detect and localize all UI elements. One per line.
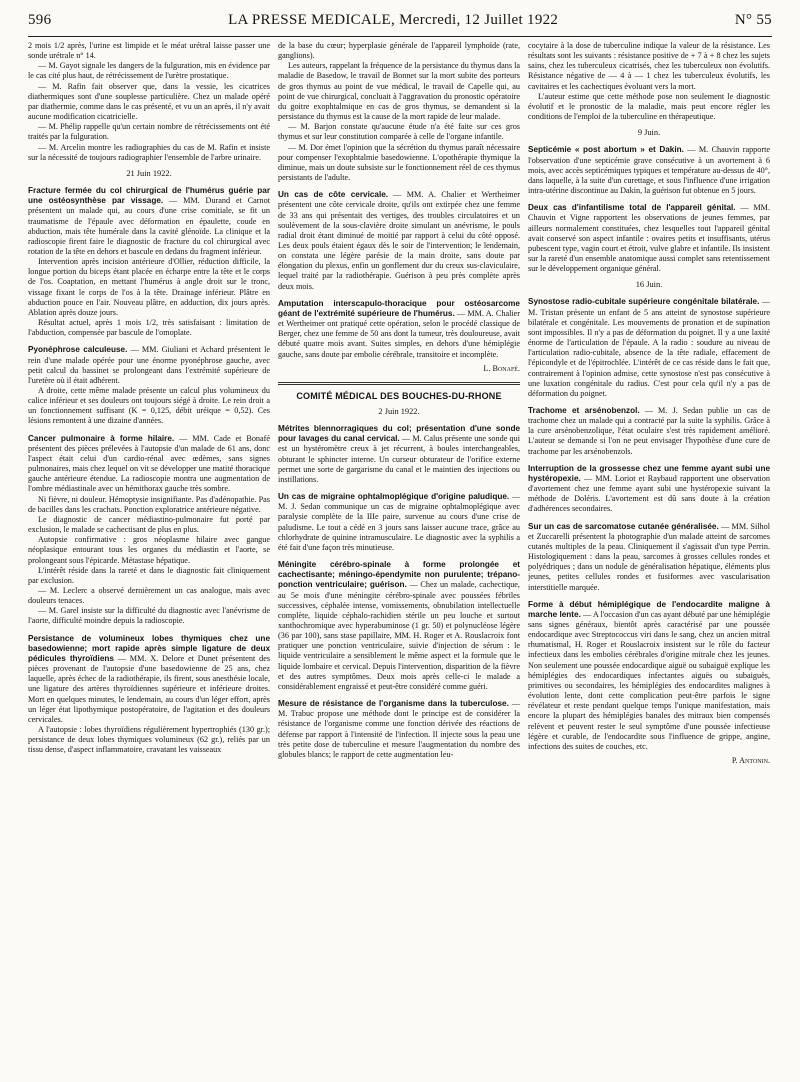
session-date: 9 Juin. xyxy=(637,128,661,138)
article-text: — MM. Cade et Bonafé présentent des pièces prélevées à l'autopsie d'un malade de 61 ans, donc l'aspect était celui d'un cardio-rénal avec œdèmes, sans signes pulmonaires, mais chez lequel on vit se développer une matité thoracique gauche antérieure étendue. La radioscopie montra une augmentation de l'ombre médiastinale avec un hémithorax gauche très sombre. xyxy=(28,433,270,494)
paragraph: A l'autopsie : lobes thyroïdiens régulièrement hypertrophiés (130 gr.); persistance de deux lobes thymiques volumineux (62 gr.), reliés par un tissu dense, d'aspect inflammatoire, cravatant les vaisseaux xyxy=(28,725,270,755)
article-text: — MM. Loriot et Raybaud rapportent une observation d'avortement chez une femme ayant subi une hystéropexie suivant la méthode de Doléris. L'avortement est dû sans doute à la création d'adhérences secondaires. xyxy=(528,473,770,514)
article-title: Méningite cérébro-spinale à forme prolongée et cachectisante; méningo-épendymite non purulente; trépano-ponction ventriculaire; guérison. xyxy=(278,560,520,590)
section-divider xyxy=(278,382,520,385)
session-date: 21 Juin 1922. xyxy=(126,168,172,178)
signature: P. Antonin. xyxy=(731,756,770,765)
article-title: Pyonéphrose calculeuse. xyxy=(28,345,128,355)
paragraph: Résultat actuel, après 1 mois 1/2, très satisfaisant : limitation de l'abduction, compensée par bascule de l'omoplate. xyxy=(28,318,270,338)
article-text: — M. J. Sedan publie un cas de trachome chez un malade qui a contracté par la suite la syphilis. Grâce à la cure arsénobenzolique, l'état oculaire s'est très rapidement amélioré. L'auteur se demande si l'on ne peut envisager l'hypothèse d'une cure de trachome par les arsénobenzols. xyxy=(528,406,770,456)
paragraph: L'intérêt réside dans la rareté et dans le diagnostic fait cliniquement par exclusion. xyxy=(28,565,270,585)
session-date: 16 Juin. xyxy=(635,280,663,290)
article-text: — A l'occasion d'un cas ayant débuté par une hémiplégie sans signes généraux, bientôt après caractérisé par une poussée endocardique avec Streptococcus viri dans le sang, chez un ancien mitral rhumatismal, H. Roger et Rouslacroix insistent sur le rôle du facteur infectieux dans les embolies cérébrales d'origine mitrale chez les jeunes. Non seulement une poussée endocardique aiguë ou subaiguë explique les hémiplégies des endocardiques infectantes aiguës ou subaiguës, primitives ou secondaires, les hémiplégies des endocardites malignes à évolution lente, dont cette complication peut-être parfois le signe révélateur et reste pendant quelque temps l'unique manifestation, mais encore la plupart des hémiplégies banales des mitraux bien compensés relèvent et peuvent rester le seul symptôme d'une poussée infectieuse légère et curable, de l'endocardite sous l'influence de grippe, angine, infections des suites de couches, etc. xyxy=(528,609,770,751)
paragraph: Autopsie confirmative : gros néoplasme hilaire avec gangue néoplasique entourant tous les organes du médiastin et l'aorte, se prolongeant sous l'épicarde. Métastase hépatique. xyxy=(28,535,270,565)
article-text: — MM. A. Chalier et Wertheimer présentent une côte cervicale droite, qu'ils ont extirpée chez une femme de 33 ans qui présentait des vertiges, des troubles circulatoires et un soulèvement de la sous-clavière droite simulant un anévrisme, le pouls radial droit étant diminué de moitié par rapport à celui du côté opposé. Les deux pouls étaient égaux dès le soir de l'intervention; le lendemain, on constata une légère parésie de la main droite, sans doute par élongation du plexus, enfin un gonflement dur du creux sus-claviculaire, lequel traité par la radiothérapie. Guérison à peu près complète après deux mois. xyxy=(278,190,520,291)
paragraph: — M. Dor émet l'opinion que la sécrétion du thymus paraît nécessaire pour compenser l'exophtalmie basedowienne. L'opothérapie thymique la diminue, mais un doute subsiste sur le fonctionnement réel de ces thymus persistants de l'adulte. xyxy=(278,142,520,183)
article-title: Sur un cas de sarcomatose cutanée généralisée. xyxy=(528,521,719,531)
article xyxy=(28,345,270,426)
paragraph: A droite, cette même malade présente un calcul plus volumineux du calice inférieur et ses douleurs ont toujours siégé à droite. Le rein droit a un fonctionnement suffisant (K = 0,125, débit uréique = 0,52). Ces lésions remontent à une dizaine d'années. xyxy=(28,386,270,426)
paragraph: — M. Garel insiste sur la difficulté du diagnostic avec l'anévrisme de l'aorte, difficulté moindre depuis la radioscopie. xyxy=(28,606,270,626)
article-title: Amputation interscapulo-thoracique pour ostéosarcome géant de l'extrémité supérieure de l'humérus. xyxy=(278,298,520,318)
paragraph: — M. Gayot signale les dangers de la fulguration, mis en évidence par le cas cité plus haut, de rétrécissement de l'urètre prostatique. xyxy=(28,61,270,81)
article xyxy=(28,634,270,756)
column-3 xyxy=(528,41,770,1071)
article-text: — Chez un malade, cachectique, au 5e mois d'une méningite cérébro-spinale avec poussées fébriles successives, céphalée intense, vomissements, obnubilation intellectuelle complète, liquide céphalo-rachidien stérile un peu louche et surtout xanthochromique avec hyperabuminose (1 gr. 50) et polynucléose légère (36 par 100), sans stase papillaire, MM. H. Roger et A. Rouslacroix font pratiquer une ponction ventriculaire, suivie d'injection de sérum : le liquide ventriculaire a sensiblement le même aspect et la formule que le liquide lombaire et cervical. Depuis l'intervention, disparition de la fièvre et des autres symptômes. Deux mois après celle-ci le malade a considérablement engraissé et peut-être considéré comme guéri. xyxy=(278,580,520,691)
article-text: — M. Trabuc propose une méthode dont le principe est de considérer la résistance de l'organisme comme une fonction dérivée des réactions de défense par rapport à l'intensité de l'infection. Il injecte sous la peau une très petite dose de tuberculine et mesure l'augmentation du nombre des globules blancs; le rapport de cette augmentation leu- xyxy=(278,699,520,759)
article-text: — M. Tristan présente un enfant de 5 ans atteint de synostose supérieure bilatérale et congénitale. Les mouvements de pronation et de supination sont impossibles. Il n'y a pas de déformation du poignet. Il y a une laxité énorme de l'articulation de l'épaule. A la radio : soudure au niveau de l'articulation radio-cubitale, absence de la tête radiale, effacement de l'épicondyle et de l'épitrochlée. L'intérêt de ce cas réside dans le fait que, contrairement à l'opinion admise, cette synostose n'est pas consécutive à une luxation congénitale du radius. C'est pour cela qu'il n'y a pas de déformation du poignet. xyxy=(528,297,770,398)
paragraph: Le diagnostic de cancer médiastino-pulmonaire fut porté par exclusion, le malade se cachectisant de plus en plus. xyxy=(28,514,270,535)
article xyxy=(528,203,770,274)
article-text: — MM. Chauvin et Vigne rapportent les observations de jeunes femmes, par ailleurs normalement constituées, chez lesquelles tout l'appareil génital avait conservé son aspect infantile : ovaires petits et insuffisants, utérus pubescent type, vagin court et étroit, vulve glabre et infantile. Ils insistent sur la rareté d'un ensemble anatomique aussi complet sans retentissement sur le développement organique général. xyxy=(528,203,770,274)
article xyxy=(278,299,520,360)
article-title: Cancer pulmonaire à forme hilaire. xyxy=(28,433,175,443)
article xyxy=(528,406,770,457)
article xyxy=(528,600,770,752)
paragraph: 2 mois 1/2 après, l'urine est limpide et le méat urétral laisse passer une sonde urétrale n° 14. xyxy=(28,41,270,61)
article-title: Persistance de volumineux lobes thymiques chez une basedowienne; mort rapide après simple ligature de deux pédicules thyroïdiens xyxy=(28,633,270,663)
article-title: Deux cas d'infantilisme total de l'appareil génital. xyxy=(528,203,736,213)
article-title: Synostose radio-cubitale supérieure congénitale bilatérale. xyxy=(528,297,760,307)
article xyxy=(528,145,770,196)
article xyxy=(278,560,520,692)
article-text: — MM. Silhol et Zuccarelli présentent la photographie d'un malade atteint de sarcomes cutanés multiples de la peau. Cliniquement il s'agissait d'un type Perrin. Histologiquement : dans la peau, sarcomes à grosses cellules rondes et polyédriques ; dans un nodule de généralisation hépatique, éléments plus jeunes, petites cellules rondes et fusiformes avec vascularisation interstitielle marquée. xyxy=(528,521,770,592)
article-title: Un cas de côte cervicale. xyxy=(278,190,389,200)
article xyxy=(278,190,520,292)
page-header xyxy=(28,12,772,34)
paragraph: — M. Leclerc a observé dernièrement un cas analogue, mais avec douleurs tenaces. xyxy=(28,585,270,606)
article xyxy=(278,492,520,553)
article-title: Mesure de résistance de l'organisme dans la tuberculose. xyxy=(278,699,509,709)
article-title: Forme à début hémiplégique de l'endocardite maligne à marche lente. xyxy=(528,599,770,619)
article-text: — MM. A. Chalier et Wertheimer ont pratiqué cette opération, selon le procédé classique de Berger, chez une femme de 50 ans dont la tumeur, très douloureuse, avait débuté quatre mois avant. Suites simples, en dehors d'une hémiplégie gauche, sans doute par embolie cérébrale, transitoire et incomplète. xyxy=(278,308,520,359)
article-text: — M. Calus présente une sonde qui est un hystéromètre creux à jet récurrent, à boules interchangeables, obturant le sphincter interne. Un curseur obturateur de l'orifice externe permet une sorte de gargarisme du canal et le maintien des injections ou instillations. xyxy=(278,434,520,484)
page-number: 596 xyxy=(28,12,52,28)
paragraph: cocytaire à la dose de tuberculine indique la valeur de la résistance. Les résultats sont les suivants : résistance positive de + 7 à + 8 chez les sujets sains, chez les tuberculeux cicatrisés, chez les tuberculeux non évolutifs. Résistance négative de — 4 à — 1 chez les tuberculeux évolutifs, les cavitaires et les cachectiques évoluant vers la mort. xyxy=(528,41,770,91)
article-title: Trachome et arsénobenzol. xyxy=(528,406,640,415)
signature: L. Bonafé. xyxy=(483,363,520,373)
article-title: Interruption de la grossesse chez une femme ayant subi une hystéropexie. xyxy=(528,463,770,483)
header-rule xyxy=(28,36,772,37)
article xyxy=(528,522,770,593)
article xyxy=(528,464,770,515)
committee-heading: COMITÉ MÉDICAL DES BOUCHES-DU-RHONE xyxy=(296,390,502,401)
article xyxy=(278,699,520,760)
journal-title: LA PRESSE MEDICALE, Mercredi, 12 Juillet 1922 xyxy=(228,12,559,28)
article-text: — MM. Giuliani et Achard présentent le rein d'une malade opérée pour une énorme pyonéphrose gauche, avec petit calcul du bassinet se prolongeant dans l'extrémité supérieure de l'uretère où il était adhérent. xyxy=(28,345,270,385)
article-title: Fracture fermée du col chirurgical de l'humérus guérie par une ostéosynthèse par vissage. xyxy=(28,186,270,206)
article-text: — MM. Durand et Carnot présentent un malade qui, au cours d'une crise comitiale, se fit un traumatisme de l'épaule avec déformation en épaulette, coude en abduction, mais tête humérale dans la cavité glénoïde. La clinique et la radioscopie firent faire le diagnostic de fracture du col chirurgical avec rotation de la tête en dehors et bascule en dedans du fragment inférieur. xyxy=(28,196,270,256)
column-2 xyxy=(278,41,520,1071)
columns xyxy=(28,41,772,1071)
paragraph: Les auteurs, rappelant la fréquence de la persistance du thymus dans la maladie de Basedow, le travail de Bonnet sur la mort subite des porteurs de gros thymus au point de vue médical, le travail de Capelle qui, au point de vue chirurgical, concluait à l'aggravation du pronostic opératoire du goitre exophtalmique en cas de gros thymus, se demandent si la persistance du thymus est la cause de la mort rapide de leur malade. xyxy=(278,61,520,122)
article xyxy=(28,186,270,338)
article xyxy=(528,297,770,399)
article-text: — MM. X. Delore et Dunet présentent des pièces provenant de l'autopsie d'une basedowienne de 25 ans, chez laquelle, après échec de la radiothérapie, ils firent, sous anesthésie locale, une ligature des artères thyroïdiennes supérieure et inférieure droites. Mort en quelques minutes, le lendemain, au cours d'un léger effort, après un léger état lipothymique postopératoire, de l'agitation et des douleurs cervicales. xyxy=(28,653,270,724)
article-title: Métrites blennorragiques du col; présentation d'une sonde pour lavages du canal cervical. xyxy=(278,424,520,444)
article-text: — M. J. Sedan communique un cas de migraine ophtalmoplégique avec paralysie complète de la IIIe paire, survenue au cours d'une crise de paludisme. Le tout a cédé en 3 jours sans laisser aucune trace, grâce au chlorhydrate de quinine intramusculaire. Le diagnostic avec la syphilis a été fait d'une façon très minutieuse. xyxy=(278,492,520,552)
paragraph: Intervention après incision antérieure d'Ollier, réduction difficile, la longue portion du biceps étant placée en écharpe entre la tête et le corps de l'os. Coaptation, en mettant l'humérus à angle droit sur le tronc, vissage fixant le corps de l'os à la tête. Drainage inférieur. Plâtre en abduction pouce en l'air. Nouveau plâtre, en adduction, dix jours après. Ablation après douze jours. xyxy=(28,257,270,317)
article-text: — M. Chauvin rapporte l'observation d'une septicémie grave consécutive à un avortement à 6 mois, avec accès septicémiques typiques et température au-dessus de 40°, dans laquelle, à la suite d'un curettage, et sous l'influence d'une irrigation intra-utérine discontinue au Dakin, la guérison fut obtenue en 5 jours. xyxy=(528,145,770,196)
paragraph: — M. Arcelin montre les radiographies du cas de M. Rafin et insiste sur la nécessité de toujours radiographier l'ensemble de l'arbre urinaire. xyxy=(28,142,270,162)
article xyxy=(278,424,520,485)
paragraph: Ni fièvre, ni douleur. Hémoptysie insignifiante. Pas d'adénopathie. Pas de bacilles dans les crachats. Ponction exploratrice antérieure négative. xyxy=(28,494,270,514)
article-title: Un cas de migraine ophtalmoplégique d'origine paludique. xyxy=(278,492,510,502)
paragraph: — M. Rafin fait observer que, dans la vessie, les cicatrices diathermiques sont d'une souplesse particulière. Chez un malade opéré par diathermie, comme dans le cas présenté, et vu un an après, il n'y avait aucune modification cicatricielle. xyxy=(28,81,270,122)
session-date: 2 Juin 1922. xyxy=(378,407,420,416)
paragraph: — M. Barjon constate qu'aucune étude n'a été faite sur ces gros thymus et sur leur constitution comparée à celle de l'organe infantile. xyxy=(278,122,520,142)
article-title: Septicémie « post abortum » et Dakin. xyxy=(528,145,684,155)
column-1 xyxy=(28,41,270,1071)
paragraph: L'auteur estime que cette méthode pose non seulement le diagnostic évolutif et le pronostic de la maladie, mais peut encore régler les conditions de l'emploi de la tuberculine en thérapeutique. xyxy=(528,91,770,122)
article xyxy=(28,434,270,627)
paragraph: — M. Phélip rappelle qu'un certain nombre de rétrécissements ont été traités par la fulguration. xyxy=(28,122,270,142)
paragraph: de la base du cœur; hyperplasie générale de l'appareil lymphoïde (rate, ganglions). xyxy=(278,41,520,61)
issue-number: N° 55 xyxy=(734,12,772,28)
